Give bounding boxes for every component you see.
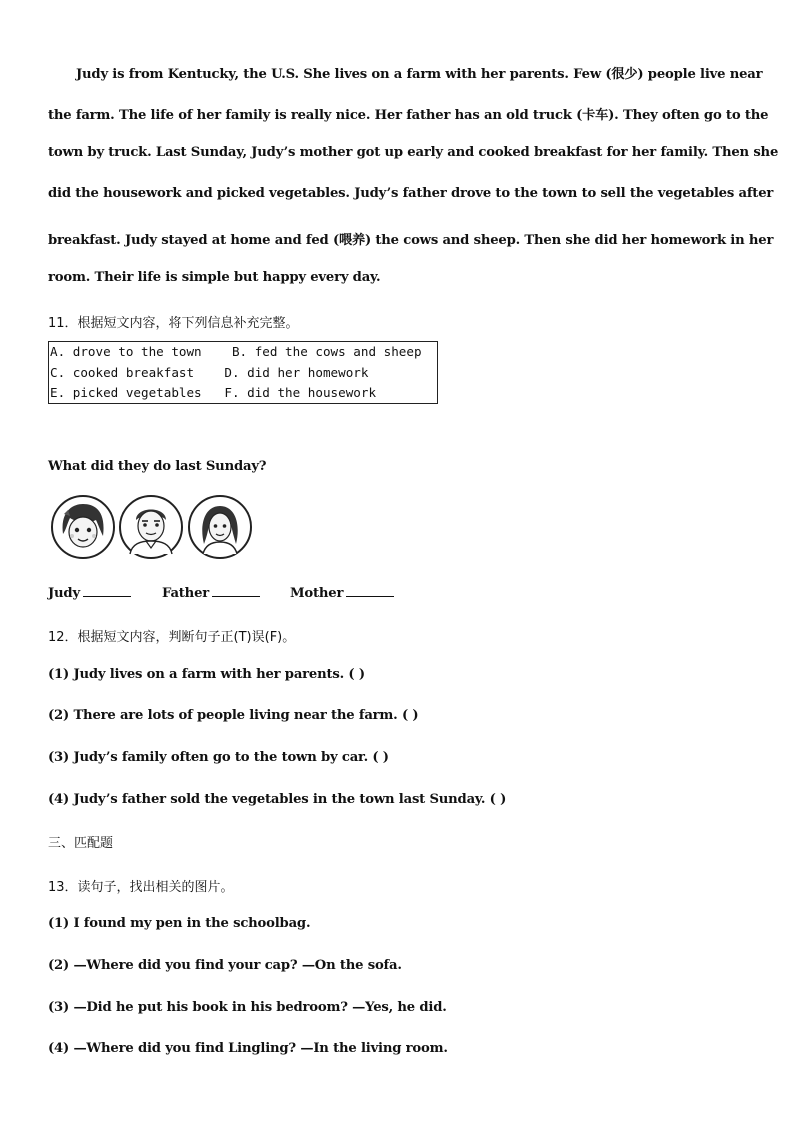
man-avatar-icon: [118, 494, 184, 560]
option-row: E. picked vegetables F. did the housework: [50, 385, 377, 400]
q12-item: (3) Judy’s family often go to the town by car. ( ): [48, 750, 389, 765]
option-row: C. cooked breakfast D. did her homework: [50, 364, 369, 380]
q11-prompt: What did they do last Sunday?: [48, 459, 267, 474]
option-row: A. drove to the town B. fed the cows and sheep: [50, 344, 422, 359]
person-label: Father: [162, 586, 210, 601]
passage-line: town by truck. Last Sunday, Judy’s mother got up early and cooked breakfast for her family. Then she: [48, 145, 779, 160]
passage-line: the farm. The life of her family is really nice. Her father has an old truck (卡车). They often go to the: [48, 108, 769, 123]
q12-item: (1) Judy lives on a farm with her parents. ( ): [48, 667, 365, 682]
q13-heading: 13．读句子，找出相关的图片。: [48, 880, 234, 895]
woman-avatar-icon: [187, 494, 253, 560]
answer-blank[interactable]: [83, 584, 131, 597]
girl-avatar-icon: [50, 494, 116, 560]
mother-blank-label: [290, 584, 394, 601]
father-blank-label: [162, 584, 260, 601]
passage-line: breakfast. Judy stayed at home and fed (喂养) the cows and sheep. Then she did her homework in her: [48, 233, 774, 248]
passage-line: did the housework and picked vegetables. Judy’s father drove to the town to sell the vegetables after: [48, 186, 774, 201]
q13-item: (1) I found my pen in the schoolbag.: [48, 916, 311, 931]
q11-options-box: [48, 341, 438, 404]
q12-item: (2) There are lots of people living near the farm. ( ): [48, 708, 419, 723]
q13-item: (2) —Where did you find your cap? —On the sofa.: [48, 958, 402, 973]
q11-heading: 11．根据短文内容，将下列信息补充完整。: [48, 316, 299, 331]
q13-item: (4) —Where did you find Lingling? —In the living room.: [48, 1041, 448, 1056]
answer-blank[interactable]: [346, 584, 394, 597]
q13-item: (3) —Did he put his book in his bedroom? —Yes, he did.: [48, 1000, 447, 1015]
passage-line: Judy is from Kentucky, the U.S. She lives on a farm with her parents. Few (很少) people live near: [76, 67, 763, 82]
section-heading: 三、匹配题: [48, 836, 114, 851]
q12-heading: 12．根据短文内容，判断句子正(T)误(F)。: [48, 630, 296, 645]
answer-blank[interactable]: [212, 584, 260, 597]
person-label: Mother: [290, 586, 344, 601]
person-label: Judy: [48, 586, 80, 601]
passage-line: room. Their life is simple but happy every day.: [48, 270, 381, 285]
q12-item: (4) Judy’s father sold the vegetables in the town last Sunday. ( ): [48, 792, 507, 807]
judy-blank-label: [48, 584, 131, 601]
